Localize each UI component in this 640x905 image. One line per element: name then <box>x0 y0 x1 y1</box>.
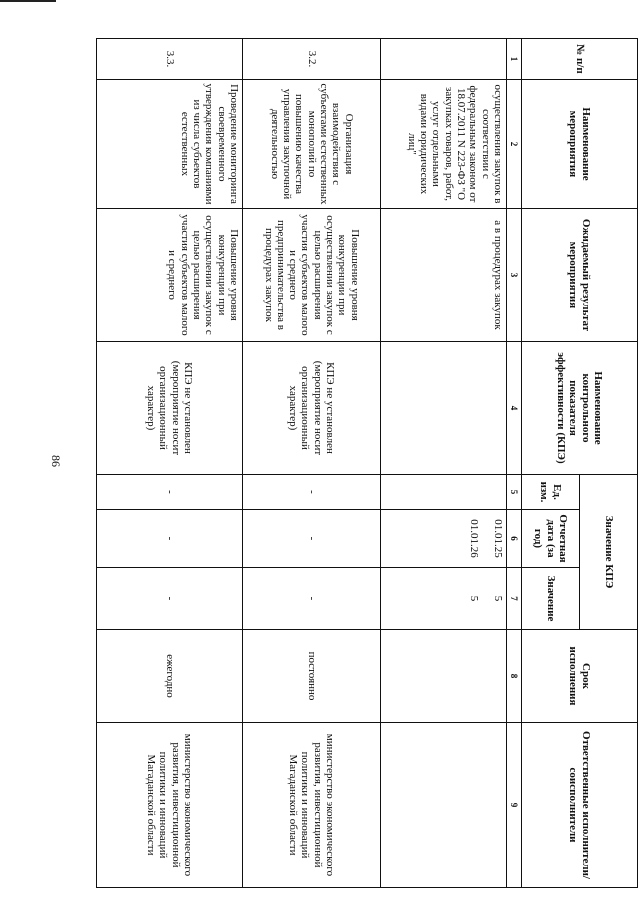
row-responsible: министерство экономического развития, инвестиционной политики и инноваций Магаданской области <box>97 723 243 888</box>
kpi-value: 5 <box>492 595 504 602</box>
row-result: а в процедурах закупок <box>381 209 507 342</box>
header-result: Ожидаемый результат мероприятия <box>522 209 638 342</box>
column-number: 5 <box>507 475 522 510</box>
activities-table <box>96 38 638 888</box>
row-report-date: - <box>243 510 381 568</box>
row-responsible <box>381 723 507 888</box>
row-values <box>381 568 507 630</box>
column-number: 3 <box>507 209 522 342</box>
row-deadline <box>381 630 507 723</box>
row-unit <box>381 475 507 510</box>
column-numbers-row <box>507 39 522 888</box>
row-value: - <box>243 568 381 630</box>
row-unit: - <box>97 475 243 510</box>
header-num: № п/п <box>522 39 638 80</box>
table-row <box>97 39 243 888</box>
table-row <box>243 39 381 888</box>
rotated-table-area <box>98 38 638 887</box>
row-value: - <box>97 568 243 630</box>
kpi-value: 5 <box>467 595 480 602</box>
header-row-1 <box>580 39 638 888</box>
header-deadline: Срок исполнения <box>522 630 638 723</box>
row-report-dates <box>381 510 507 568</box>
column-number: 6 <box>507 510 522 568</box>
row-kpi-name: КПЭ не установлен (мероприятие носит организационный характер) <box>243 342 381 475</box>
report-date: 01.01.26 <box>467 519 480 558</box>
header-kpi-name: Наименование контрольного показателя эффективности (КПЭ) <box>522 342 638 475</box>
row-responsible: министерство экономического развития, инвестиционной политики и инноваций Магаданской области <box>243 723 381 888</box>
header-value: Значение <box>522 568 580 630</box>
column-number: 1 <box>507 39 522 80</box>
row-name: осуществления закупок в соответствии с федеральным законом от 18.07.2011 N 223-ФЗ "О закупках товаров, работ, услуг отдельными видами юридических лиц" <box>381 80 507 209</box>
header-responsible: Ответственные исполнители/ соисполнители <box>522 723 638 888</box>
row-name: Проведение мониторинга своевременного утверждения компаниями из числа субъектов естественных <box>97 80 243 209</box>
row-deadline: ежегодно <box>97 630 243 723</box>
row-result: Повышение уровня конкуренции при осуществлении закупок с целью расширения участия субъектов малого и среднего предпринимательства в процедурах закупок <box>243 209 381 342</box>
header-report-date: Отчетная дата (за год) <box>522 510 580 568</box>
column-number: 8 <box>507 630 522 723</box>
row-result: Повышение уровня конкуренции при осуществлении закупок с целью расширения участия субъектов малого и среднего <box>97 209 243 342</box>
row-kpi-name <box>381 342 507 475</box>
row-num <box>381 39 507 80</box>
table-row <box>381 39 507 888</box>
row-num: 3.3. <box>97 39 243 80</box>
row-unit: - <box>243 475 381 510</box>
row-report-date: - <box>97 510 243 568</box>
row-deadline: постоянно <box>243 630 381 723</box>
header-unit: Ед. изм. <box>522 475 580 510</box>
table-container <box>98 38 638 887</box>
column-number: 9 <box>507 723 522 888</box>
row-name: Организация взаимодействия с субъектами естественных монополий по повышению качества управления закупочной деятельностью <box>243 80 381 209</box>
page-number: 86 <box>49 455 63 467</box>
row-num: 3.2. <box>243 39 381 80</box>
column-number: 2 <box>507 80 522 209</box>
column-number: 7 <box>507 568 522 630</box>
report-date: 01.01.25 <box>492 519 504 558</box>
column-number: 4 <box>507 342 522 475</box>
header-name: Наименование мероприятия <box>522 80 638 209</box>
row-kpi-name: КПЭ не установлен (мероприятие носит организационный характер) <box>97 342 243 475</box>
header-kpi-value: Значение КПЭ <box>580 475 638 630</box>
top-rule <box>0 0 56 2</box>
